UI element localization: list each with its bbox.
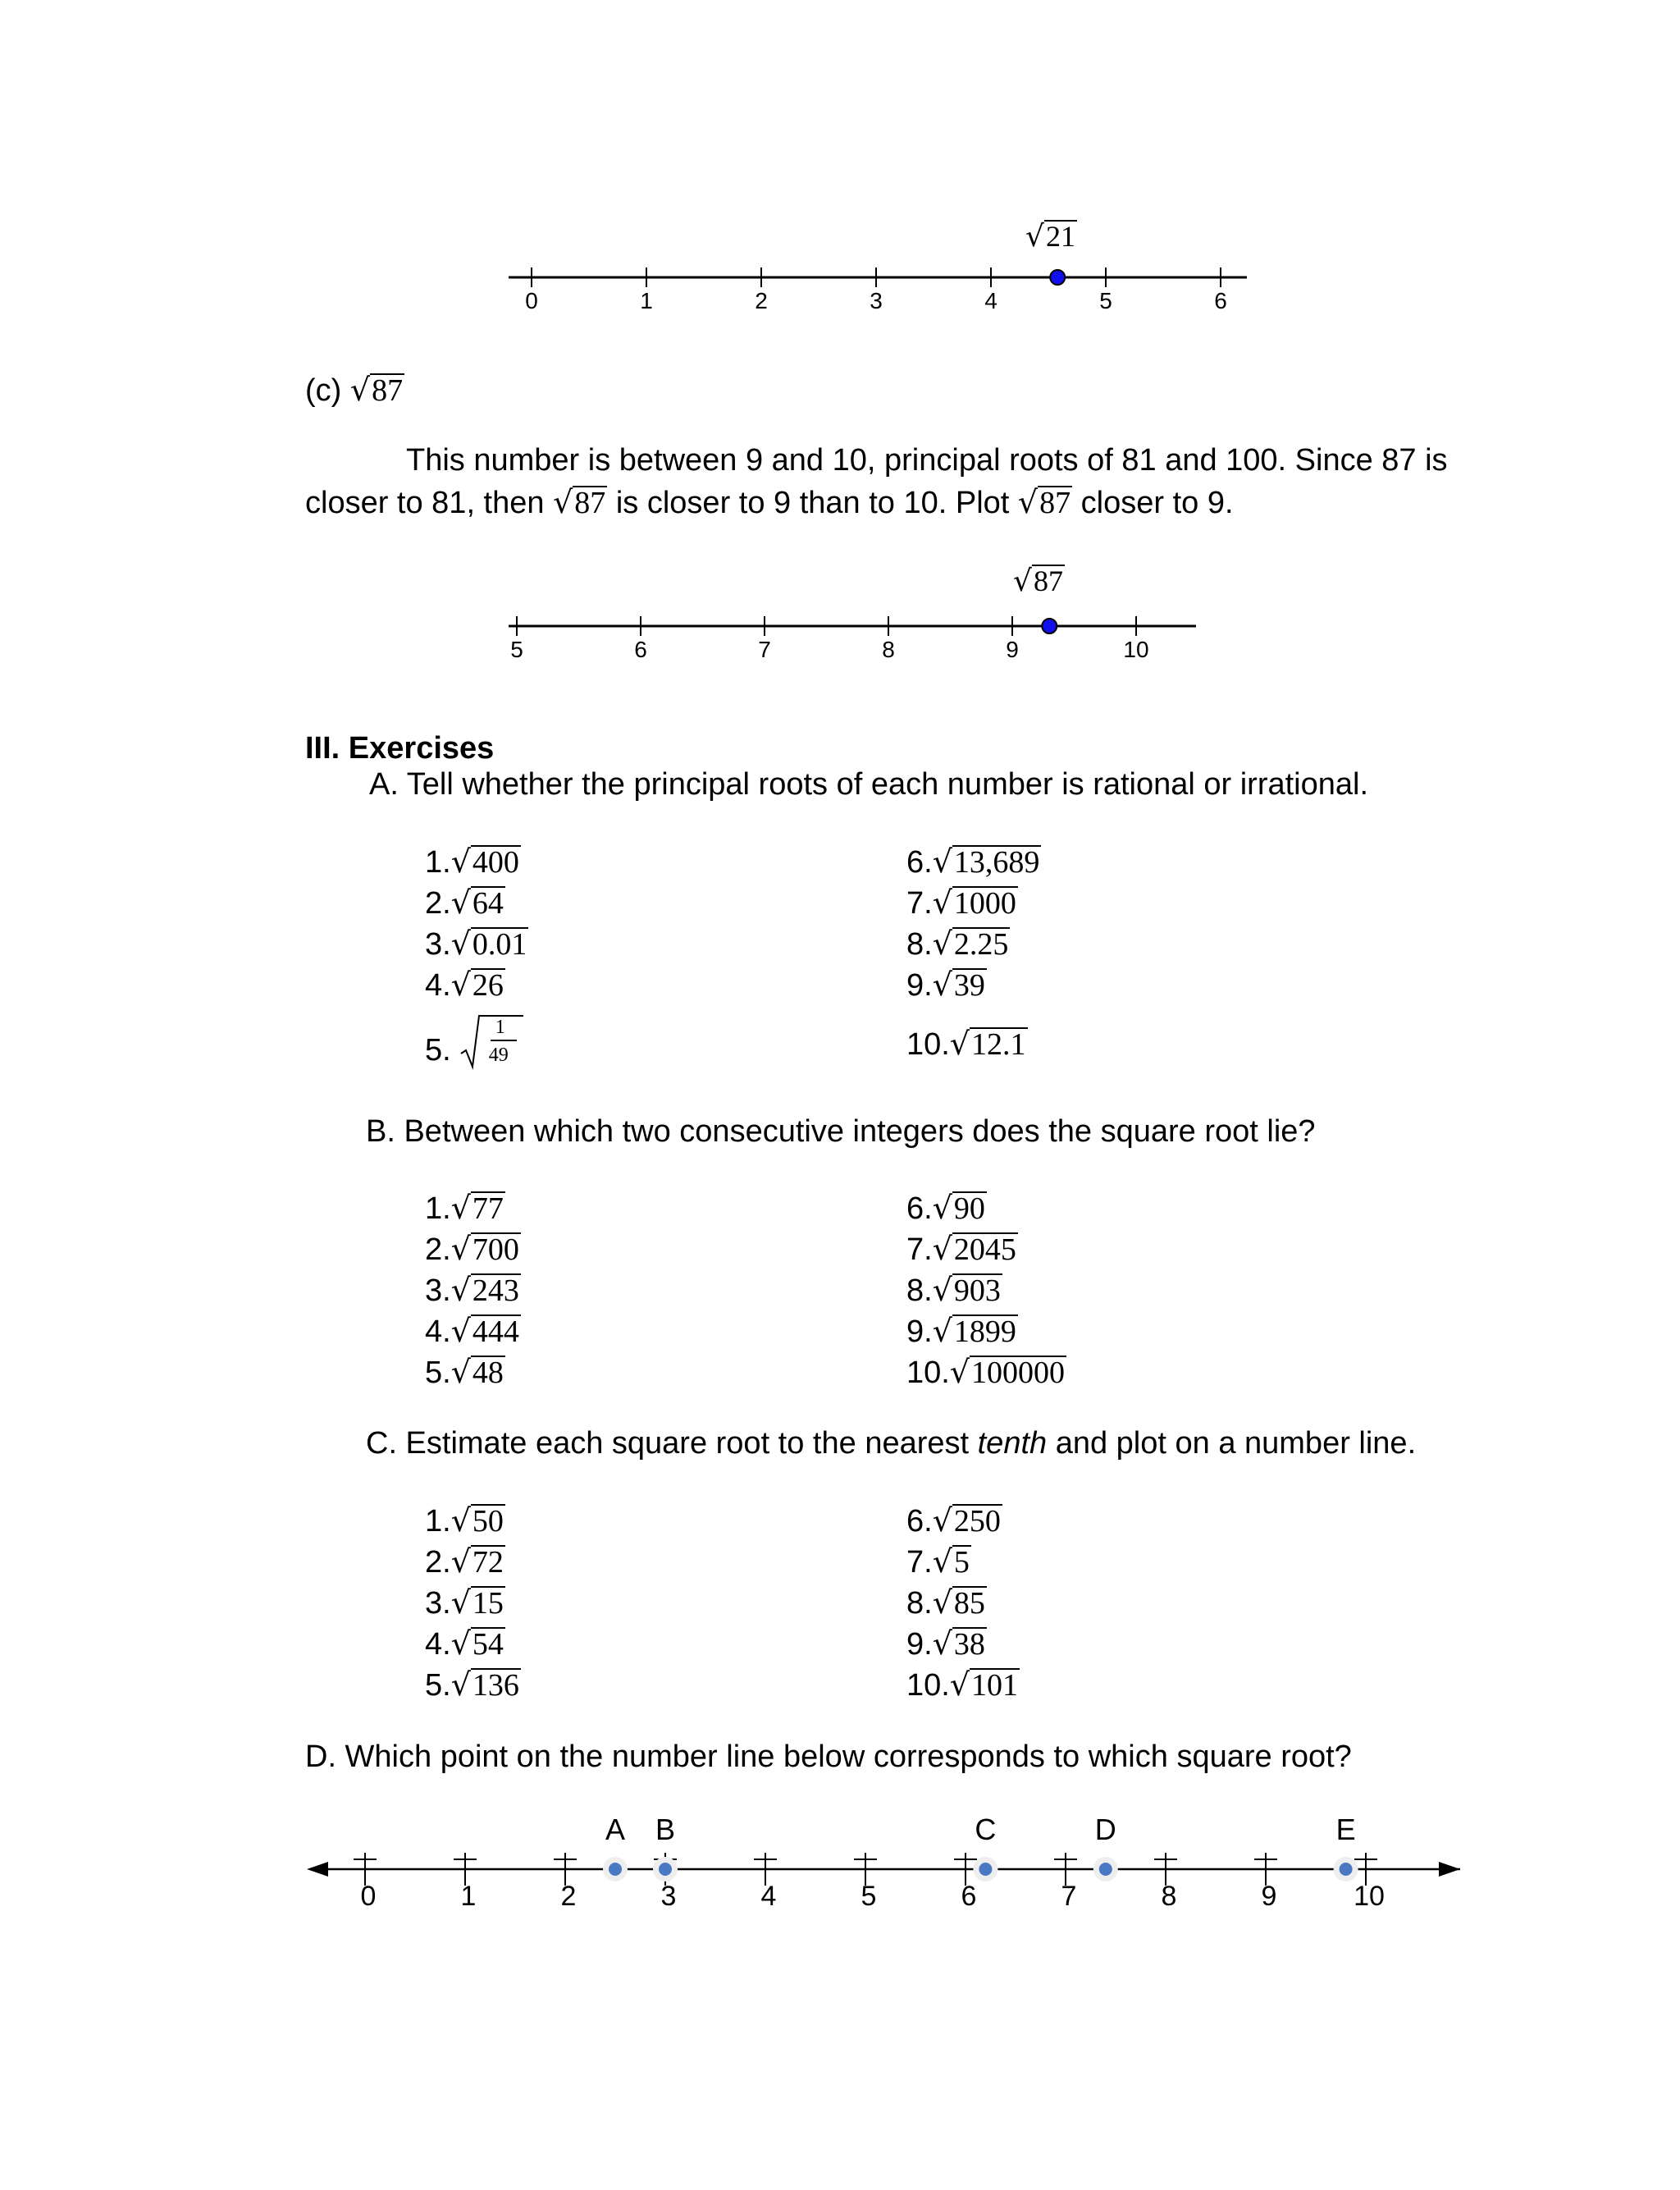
radicand: 85 [953, 1586, 985, 1621]
radicand: 54 [472, 1627, 504, 1662]
numline-d-point-label: E [1335, 1813, 1356, 1846]
numline1-tick-label: 2 [755, 288, 768, 313]
fraction-numerator: 1 [495, 1017, 505, 1038]
exercise-a-item: 1.√400 [425, 844, 519, 880]
exercise-b-item-number: 6. [906, 1191, 933, 1226]
exercise-b-item-number: 1. [425, 1191, 451, 1226]
exercise-a-item-number: 2. [425, 886, 451, 921]
numline-d-point [979, 1863, 992, 1876]
exercise-b-item-number: 10. [906, 1356, 950, 1390]
right-arrow-icon [1439, 1862, 1460, 1877]
exercise-a-instruction: A. Tell whether the principal roots of each number is rational or irrational. [369, 767, 1369, 802]
radicand: 38 [953, 1627, 985, 1662]
numline2-tick-label: 8 [882, 637, 895, 662]
exercise-a-item-number: 10. [906, 1027, 950, 1062]
numline1-tick-label: 6 [1214, 288, 1227, 313]
radicand: 39 [953, 968, 985, 1003]
exercises-title: III. Exercises [305, 731, 495, 766]
exercise-a-item-number: 7. [906, 886, 933, 921]
exercise-c-item: 3.√15 [425, 1584, 504, 1621]
exercise-a-item: 9.√39 [906, 967, 985, 1003]
exercise-b-item: 5.√48 [425, 1354, 504, 1390]
numline-d-tick-label: 1 [460, 1881, 477, 1912]
radicand: 15 [472, 1586, 504, 1621]
exercise-b-item: 1.√77 [425, 1190, 504, 1226]
numline-d-point-label: D [1094, 1813, 1116, 1846]
exercise-b-instruction: B. Between which two consecutive integers does the square root lie? [366, 1114, 1316, 1149]
exercise-b-item-number: 3. [425, 1273, 451, 1308]
exercise-a-item: 8.√2.25 [906, 926, 1009, 962]
radicand: 12.1 [971, 1027, 1026, 1062]
exercise-b-item: 10.√100000 [906, 1354, 1066, 1390]
numline2-tick-label: 6 [634, 637, 647, 662]
exercise-b-item: 7.√2045 [906, 1231, 1016, 1267]
radicand: 48 [472, 1356, 504, 1390]
radicand: 1000 [953, 886, 1016, 921]
numline2-tick-label: 7 [758, 637, 771, 662]
exercise-a-item [425, 1017, 525, 1077]
numline2-tick-label: 5 [510, 637, 523, 662]
exercise-a-item: 10.√12.1 [906, 1026, 1026, 1062]
exercise-b-item-number: 5. [425, 1356, 451, 1390]
exercise-c-item: 8.√85 [906, 1584, 985, 1621]
exercise-a-item: 4.√26 [425, 967, 504, 1003]
exercise-b-item-number: 8. [906, 1273, 933, 1308]
numline2-point [1042, 619, 1057, 633]
radicand: 1899 [953, 1314, 1016, 1349]
numline-d-tick-label: 5 [861, 1881, 877, 1912]
exercise-b-item-number: 9. [906, 1314, 933, 1349]
exercise-c-item-number: 5. [425, 1668, 451, 1703]
radicand: 72 [472, 1545, 504, 1580]
numline1-tick-label: 0 [525, 288, 538, 313]
radicand: 243 [472, 1273, 519, 1308]
numline1-label: √21 [1025, 220, 1075, 254]
radicand: 700 [472, 1232, 519, 1267]
exercise-c-item: 2.√72 [425, 1543, 504, 1580]
exercise-c-item: 7.√5 [906, 1543, 970, 1580]
exercise-c-item-number: 4. [425, 1627, 451, 1662]
exercise-a-item-number: 8. [906, 927, 933, 962]
exercise-b-item: 8.√903 [906, 1272, 1001, 1308]
fraction-denominator: 49 [488, 1045, 509, 1066]
radicand: 101 [971, 1668, 1019, 1703]
left-arrow-icon [307, 1862, 328, 1877]
fraction-radical [459, 1017, 525, 1077]
numline1-point [1050, 270, 1065, 285]
exercise-c-item: 1.√50 [425, 1502, 504, 1538]
radicand: 13,689 [953, 845, 1040, 880]
exercise-d-instruction: D. Which point on the number line below corresponds to which square root? [305, 1740, 1352, 1774]
numline-d-point-label: B [655, 1813, 676, 1846]
exercise-a-item: 3.√0.01 [425, 926, 527, 962]
exercise-b-item: 2.√700 [425, 1231, 519, 1267]
exercise-b-item: 3.√243 [425, 1272, 519, 1308]
numline-d-tick-label: 10 [1354, 1881, 1385, 1912]
numline1 [492, 263, 1255, 328]
radicand: 50 [472, 1504, 504, 1538]
numline1-tick-label: 5 [1099, 288, 1112, 313]
radicand: 64 [472, 886, 504, 921]
radicand: 0.01 [472, 927, 527, 962]
exercise-a-item-number: 4. [425, 968, 451, 1003]
exercise-c-item: 4.√54 [425, 1625, 504, 1662]
numline-d-tick-label: 7 [1061, 1881, 1077, 1912]
exercise-b-item: 4.√444 [425, 1313, 519, 1349]
exercise-c-item-number: 9. [906, 1627, 933, 1662]
numline-d-tick-label: 0 [360, 1881, 377, 1912]
numline-d-tick-label: 4 [760, 1881, 777, 1912]
radicand: 77 [472, 1191, 504, 1226]
numline-d-point-label: C [975, 1813, 997, 1846]
exercise-c-item-number: 3. [425, 1586, 451, 1621]
exercise-a-item: 2.√64 [425, 885, 504, 921]
exercise-a-item-number: 9. [906, 968, 933, 1003]
exercise-a-item-number: 5. [425, 1033, 451, 1068]
numline-d-tick-label: 9 [1261, 1881, 1277, 1912]
exercise-c-item: 10.√101 [906, 1667, 1019, 1703]
exercise-a-item-number: 3. [425, 927, 451, 962]
numline2-label: √87 [1013, 565, 1063, 598]
numline-d-tick-label: 8 [1161, 1881, 1177, 1912]
exercise-c-item-number: 2. [425, 1545, 451, 1580]
exercise-c-item-number: 10. [906, 1668, 950, 1703]
exercise-a-item-number: 6. [906, 845, 933, 880]
part-c-heading: (c) √87 [305, 372, 404, 408]
numline1-tick-label: 3 [870, 288, 883, 313]
numline2-tick-label: 10 [1123, 637, 1149, 662]
radicand: 250 [953, 1504, 1001, 1538]
radicand: 444 [472, 1314, 519, 1349]
numline-d-tick-label: 6 [961, 1881, 977, 1912]
exercise-b-item: 6.√90 [906, 1190, 985, 1226]
radicand: 400 [472, 845, 519, 880]
exercise-b-item-number: 2. [425, 1232, 451, 1267]
exercise-a-item: 7.√1000 [906, 885, 1016, 921]
numline2 [492, 611, 1214, 677]
numline-d-point-label: A [605, 1813, 626, 1846]
exercise-a-item-number: 1. [425, 845, 451, 880]
numline2-tick-label: 9 [1006, 637, 1019, 662]
numline-d-point [659, 1863, 672, 1876]
numline-d-point [609, 1863, 622, 1876]
exercise-b-item: 9.√1899 [906, 1313, 1016, 1349]
exercise-b-item-number: 7. [906, 1232, 933, 1267]
numline-d [304, 1805, 1477, 1928]
numline-d-tick-label: 2 [560, 1881, 577, 1912]
exercise-a-item: 6.√13,689 [906, 844, 1040, 880]
numline-d-tick-label: 3 [660, 1881, 677, 1912]
radicand: 2045 [953, 1232, 1016, 1267]
radicand: 2.25 [953, 927, 1009, 962]
exercise-c-item-number: 8. [906, 1586, 933, 1621]
exercise-c-item-number: 1. [425, 1504, 451, 1538]
radicand: 90 [953, 1191, 985, 1226]
part-c-para-line2: closer to 81, then √87 is closer to 9 than to 10. Plot √87 closer to 9. [305, 484, 1234, 520]
exercise-c-item: 9.√38 [906, 1625, 985, 1662]
radicand: 100000 [971, 1356, 1066, 1390]
exercise-c-item: 6.√250 [906, 1502, 1001, 1538]
numline-d-point [1340, 1863, 1353, 1876]
exercise-b-item-number: 4. [425, 1314, 451, 1349]
exercise-c-instruction: C. Estimate each square root to the nearest tenth and plot on a number line. [366, 1426, 1417, 1461]
radicand: 903 [953, 1273, 1001, 1308]
exercise-c-item-number: 7. [906, 1545, 933, 1580]
exercise-c-item: 5.√136 [425, 1667, 519, 1703]
numline1-tick-label: 1 [640, 288, 653, 313]
numline1-tick-label: 4 [984, 288, 998, 313]
part-c-para-line1: This number is between 9 and 10, principal roots of 81 and 100. Since 87 is [406, 443, 1448, 478]
exercise-c-item-number: 6. [906, 1504, 933, 1538]
radicand: 136 [472, 1668, 519, 1703]
radicand: 5 [953, 1545, 970, 1580]
radicand: 26 [472, 968, 504, 1003]
numline-d-point [1099, 1863, 1112, 1876]
